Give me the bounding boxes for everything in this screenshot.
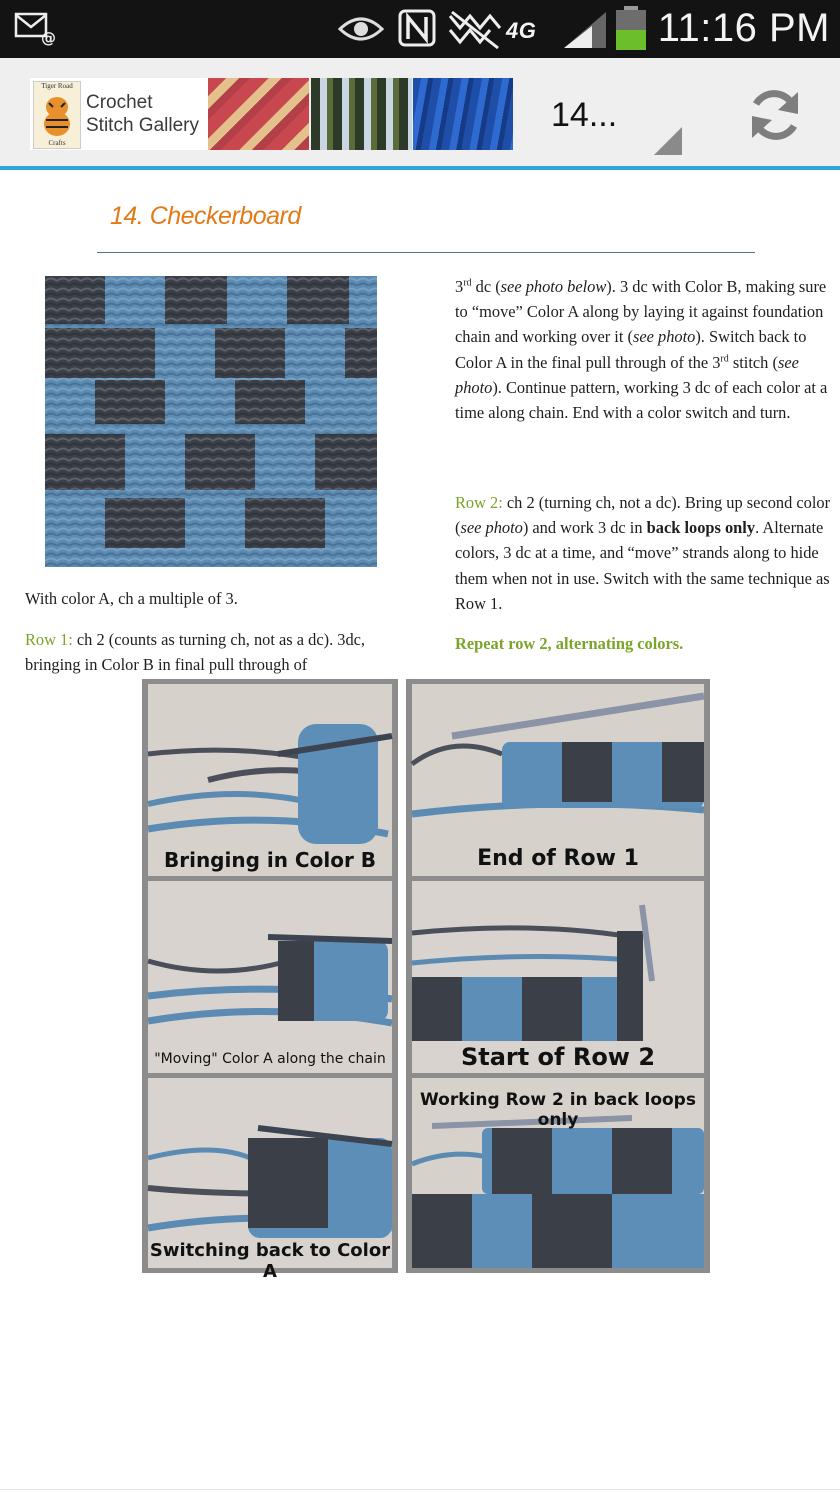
photo-caption: "Moving" Color A along the chain <box>154 1051 386 1067</box>
text-run: ). Switch back to Color A in the final pull through of the 3 <box>455 327 807 372</box>
photo-caption: Switching back to Color A <box>149 1240 391 1282</box>
text-run: ch 2 (turning ch, not a dc). Bring up second color ( <box>455 493 831 538</box>
nfc-icon <box>398 9 436 47</box>
step-photo-working-row-2 <box>412 1078 704 1268</box>
title-divider <box>97 252 755 253</box>
text-run: ). 3 dc with Color B, making sure to “move” Color A along by laying it against foundation chain and working over it ( <box>455 277 827 347</box>
bold-run: back loops only <box>646 518 756 538</box>
logo-mini-bottom: Crafts <box>48 139 66 147</box>
text-run: stitch ( <box>728 352 778 372</box>
row1-text: ch 2 (counts as turning ch, not as a dc). 3dc, bringing in Color B in final pull through of <box>25 630 366 675</box>
superscript: rd <box>720 353 729 365</box>
photo-caption: Working Row 2 in back loops only <box>420 1090 696 1130</box>
step-photo-start-of-row-2 <box>412 881 704 1073</box>
checkerboard-swatch-image <box>45 276 377 567</box>
italic-run: see photo <box>460 518 523 538</box>
app-logo[interactable] <box>30 78 208 150</box>
network-type-label: 4G <box>506 18 537 43</box>
intro-text: With color A, ch a multiple of 3. <box>25 589 238 608</box>
app-action-bar <box>0 58 840 170</box>
row2-paragraph <box>455 490 831 616</box>
spinner-dropdown-icon <box>654 127 682 155</box>
row2-label: Row 2: <box>455 493 503 512</box>
status-time: 11:16 PM <box>657 6 830 50</box>
repeat-instruction: Repeat row 2, alternating colors. <box>455 634 684 653</box>
app-title-line2: Stitch Gallery <box>86 115 199 136</box>
signal-icon <box>562 10 608 50</box>
eye-icon <box>338 14 384 44</box>
app-title-line1: Crochet <box>86 92 153 113</box>
superscript: rd <box>463 277 472 289</box>
step-photo-end-of-row-1 <box>412 684 704 876</box>
step-photos-right <box>406 679 710 1273</box>
page-bottom-edge <box>0 1489 840 1490</box>
photo-caption: Bringing in Color B <box>163 848 377 872</box>
pattern-title: 14. Checkerboard <box>110 202 301 230</box>
zigzag-stitch-thumbnail <box>208 78 309 150</box>
status-bar <box>0 0 840 58</box>
battery-icon <box>614 6 648 52</box>
checkerboard-photo <box>45 276 377 567</box>
tiger-icon <box>34 91 80 137</box>
logo-mini-top: Tiger Road <box>41 82 73 90</box>
photo-caption: End of Row 1 <box>477 846 639 871</box>
blue-stitch-thumbnail <box>413 78 513 150</box>
row1-paragraph <box>25 627 400 677</box>
italic-run: see photo below <box>500 277 607 296</box>
text-run: ) and work 3 dc in <box>522 518 647 538</box>
italic-run: see photo <box>632 327 696 347</box>
step-photo-moving-color-a <box>148 881 392 1073</box>
mesh-stitch-thumbnail <box>311 78 412 150</box>
text-run: . Alternate colors, 3 dc at a time, and “move” strands along to hide them when not in use. Switch with the same technique as Row 1. <box>455 518 830 613</box>
step-photo-switching-back <box>148 1078 392 1282</box>
text-run: ). Continue pattern, working 3 dc of each color at a time along chain. End with a color switch and turn. <box>455 377 828 423</box>
svg-text:@: @ <box>41 29 56 47</box>
no-signal-icon <box>446 8 504 50</box>
email-icon <box>14 12 58 47</box>
step-photos-left <box>142 679 398 1282</box>
text-run: 3 <box>455 277 464 296</box>
italic-run: see photo <box>455 352 799 397</box>
crochet-step-image <box>148 881 392 1073</box>
tiger-logo-icon <box>33 81 81 149</box>
step-photo-bringing-in-color-b <box>148 684 392 876</box>
page-selector-label[interactable]: 14... <box>551 96 618 134</box>
row1-continued-paragraph <box>455 274 831 425</box>
refresh-icon[interactable] <box>746 86 804 144</box>
text-run: dc ( <box>471 277 501 296</box>
row1-label: Row 1: <box>25 630 73 649</box>
photo-caption: Start of Row 2 <box>460 1043 656 1071</box>
intro-paragraph <box>25 586 425 611</box>
app-title <box>86 91 199 137</box>
